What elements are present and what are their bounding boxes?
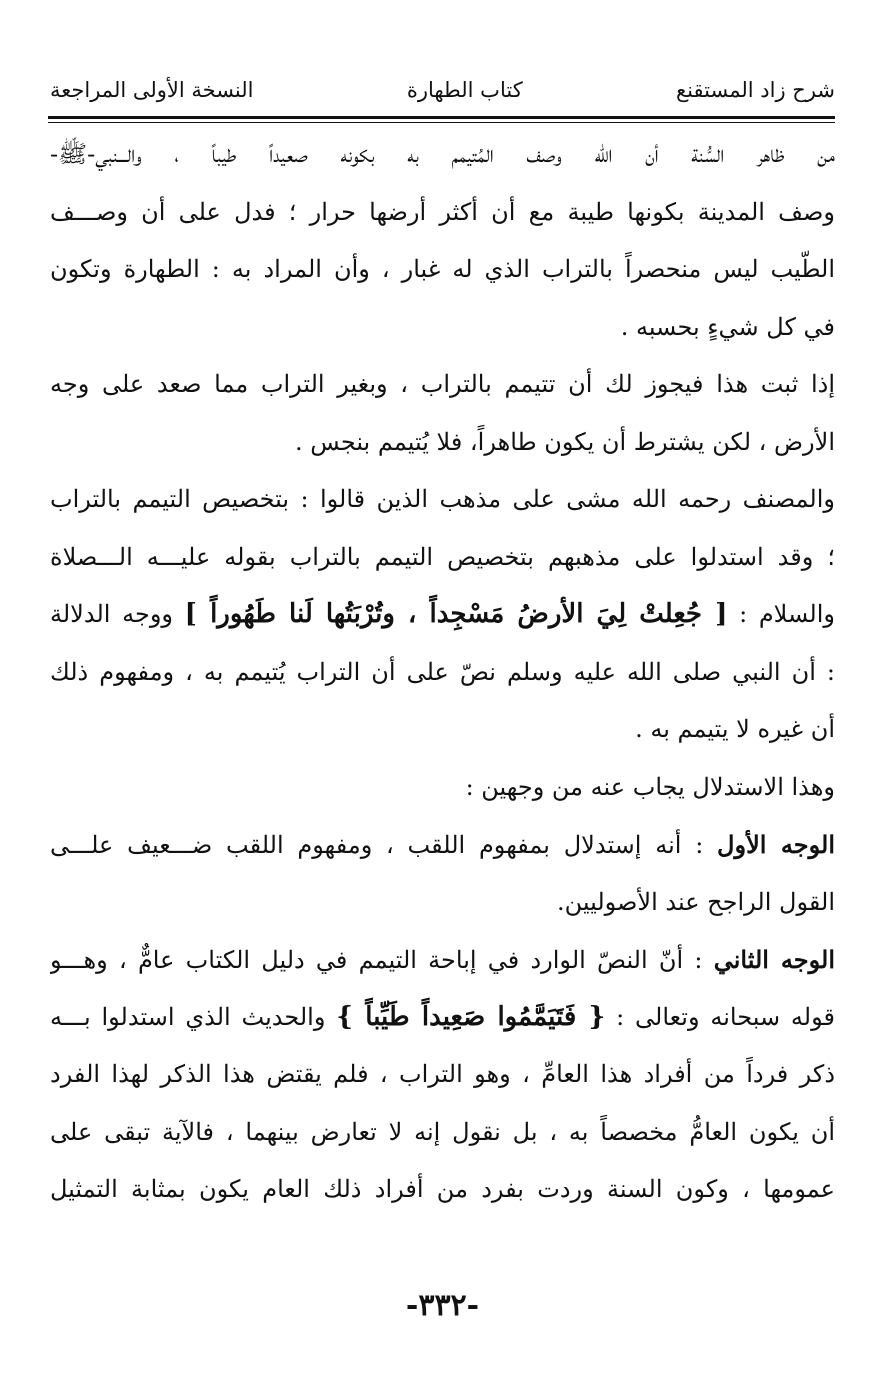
text-line: والمصنف رحمه الله مشى على مذهب الذين قالوا : بتخصيص التيمم بالتراب <box>50 485 835 513</box>
text-line: وهذا الاستدلال يجاب عنه من وجهين : <box>465 772 835 801</box>
text-line: في كل شيءٍ بحسبه . <box>620 312 835 341</box>
text-line: عمومها ، وكون السنة وردت بفرد من أفراد ذلك العام يكون بمثابة التمثيل <box>50 1175 835 1203</box>
body-text <box>50 126 835 1219</box>
header-rule <box>48 116 835 119</box>
text-line: الطّيب ليس منحصراً بالتراب الذي له غبار ، وأن المراد به : الطهارة وتكون <box>50 255 835 283</box>
text-line: ذكر فرداً من أفراد هذا العامِّ ، وهو التراب ، فلم يقتض هذا الذكر لهذا الفرد <box>50 1060 835 1088</box>
hadith-quote: [ جُعِلتْ لِيَ الأرضُ مَسْجِداً ، وتُرْبَتُها لَنا طَهُوراً ] <box>184 599 728 629</box>
text-line: من ظاهر السُّنة أن الله وصف المُتيمم به بكونه صعيداً طيباً ، والـــنبي-ﷺ- <box>50 140 835 168</box>
text-line: القول الراجح عند الأصوليين. <box>556 887 835 916</box>
header-chapter-title: كتاب الطهارة <box>406 78 523 102</box>
text-line: ؛ وقد استدلوا على مذهبهم بتخصيص التيمم بالتراب بقوله عليـــه الـــصلاة <box>50 542 835 571</box>
text-line: الأرض ، لكن يشترط أن يكون طاهراً، فلا يُتيمم بنجس . <box>294 427 835 456</box>
quran-verse: { فَتَيَمَّمُوا صَعِيداً طَيِّباً } <box>336 1001 606 1032</box>
text-line: إذا ثبت هذا فيجوز لك أن تتيمم بالتراب ، وبغير التراب مما صعد على وجه <box>50 370 835 398</box>
point-heading: الوجه الأول <box>717 830 835 859</box>
text-line: أن غيره لا يتيمم به . <box>635 715 835 743</box>
text-line: الوجه الأول : أنه إستدلال بمفهوم اللقب ، ومفهوم اللقب ضـــعيف علـــى <box>50 830 835 859</box>
text-line: الوجه الثاني : أنّ النصّ الوارد في إباحة التيمم في دليل الكتاب عامٌّ ، وهـــو <box>50 945 835 974</box>
point-heading: الوجه الثاني <box>713 945 835 974</box>
page-number: -٣٣٢- <box>405 1288 480 1323</box>
text-line-with-verse: قوله سبحانه وتعالى : { فَتَيَمَّمُوا صَعِيداً طَيِّباً } والحديث الذي استدلوا بـــه <box>50 1001 835 1032</box>
running-header <box>50 62 835 102</box>
text-line-with-hadith: والسلام : [ جُعِلتْ لِيَ الأرضُ مَسْجِداً ، وتُرْبَتُها لَنا طَهُوراً ] ووجه الدلالة <box>50 599 835 629</box>
text-line: : أن النبي صلى الله عليه وسلم نصّ على أن التراب يُتيمم به ، ومفهوم ذلك <box>50 657 835 686</box>
text-line: وصف المدينة بكونها طيبة مع أن أكثر أرضها حرار ؛ فدل على أن وصـــف <box>50 197 835 226</box>
text-line: أن يكون العامُّ مخصصاً به ، بل نقول إنه لا تعارض بينهما ، فالآية تبقى على <box>50 1117 835 1146</box>
header-book-title: شرح زاد المستقنع <box>676 78 835 102</box>
header-edition-note: النسخة الأولى المراجعة <box>50 78 254 102</box>
